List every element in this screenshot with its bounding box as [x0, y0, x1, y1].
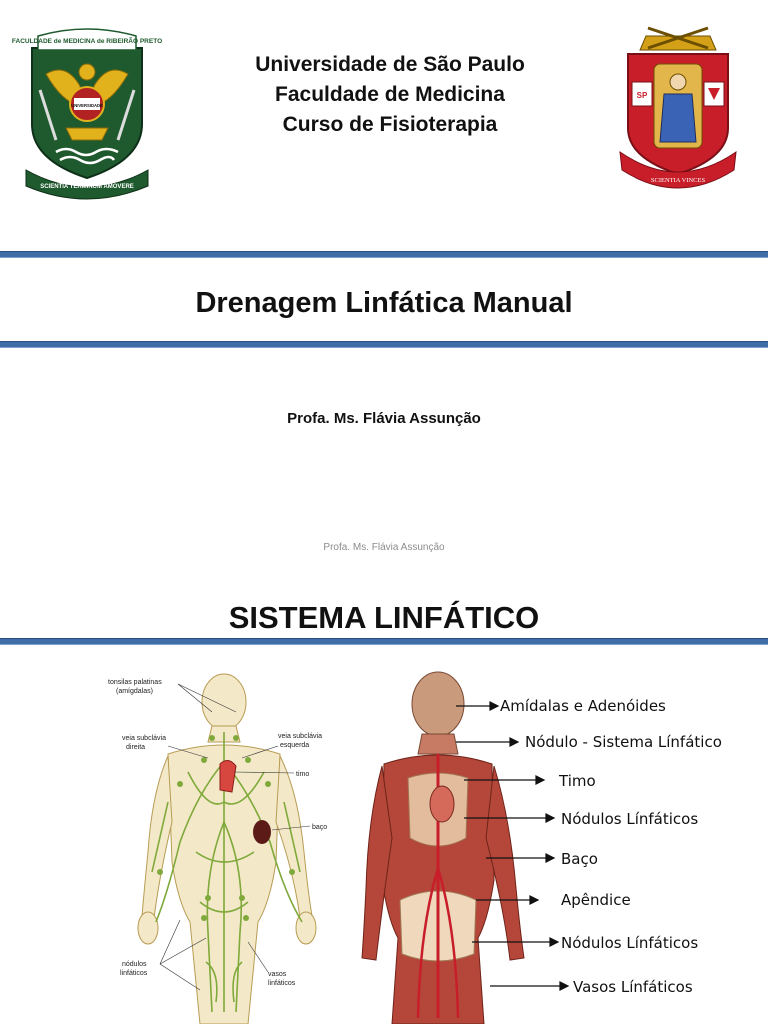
label-timo: Timo: [559, 772, 596, 790]
label-nodulos-linfaticos-lower: Nódulos Línfáticos: [561, 934, 699, 952]
title-divider: [0, 638, 768, 645]
course-name: Curso de Fisioterapia: [282, 113, 498, 136]
lymph-network-diagram: [108, 672, 348, 1024]
label-nodulos-2: linfáticos: [120, 970, 148, 977]
crest-ribbon-text: SCIENTIA TERMINUM AMOVERE: [40, 184, 134, 190]
crest-center-text: UNIVERSIDADE: [71, 103, 103, 108]
label-veia-direita-1: veia subclávia: [122, 735, 166, 742]
label-timo: timo: [296, 771, 310, 778]
slide-footer: Profa. Ms. Flávia Assunção: [323, 542, 445, 553]
institution-header: [190, 50, 590, 140]
label-veia-direita-2: direita: [126, 744, 146, 751]
label-apendice: Apêndice: [561, 891, 631, 909]
top-divider: [0, 251, 768, 258]
lymphatic-system-slide: [0, 576, 768, 1024]
label-nodulos-linfaticos-upper: Nódulos Línfáticos: [561, 810, 699, 828]
label-vasos-1: vasos: [268, 971, 287, 978]
anatomical-body: [362, 672, 524, 1024]
label-tonsilas: tonsilas palatinas: [108, 679, 162, 686]
bottom-divider: [0, 341, 768, 348]
crest-shield-text: SP: [636, 91, 648, 100]
label-baco: baço: [312, 824, 328, 831]
label-amidalas: Amídalas e Adenóides: [500, 697, 666, 715]
presentation-title: Drenagem Linfática Manual: [195, 287, 573, 319]
university-name: Universidade de São Paulo: [255, 53, 525, 76]
fmrp-crest-logo: [11, 28, 163, 198]
label-vasos-linfaticos: Vasos Línfáticos: [573, 978, 693, 996]
label-vasos-2: linfáticos: [268, 980, 296, 987]
presenter-name: Profa. Ms. Flávia Assunção: [287, 410, 481, 427]
spleen-shape: [253, 820, 271, 844]
crest-ribbon-text: SCIENTIA VINCES: [650, 177, 706, 184]
label-veia-esquerda-2: esquerda: [280, 742, 310, 749]
label-veia-esquerda-1: veia subclávia: [278, 733, 322, 740]
body-outline: [138, 674, 316, 1024]
faculty-name: Faculdade de Medicina: [275, 83, 505, 106]
slide-title: SISTEMA LINFÁTICO: [228, 600, 540, 635]
label-nodulo-sistema: Nódulo - Sistema Línfático: [525, 733, 722, 751]
usp-crest-logo: [618, 24, 738, 194]
anatomy-diagram: [360, 668, 768, 1024]
crest-top-text: FACULDADE de MEDICINA de RIBEIRÃO PRETO: [11, 38, 163, 45]
label-nodulos-1: nódulos: [122, 961, 147, 968]
label-amigdalas: (amígdalas): [116, 688, 153, 695]
label-baco: Baço: [561, 850, 598, 868]
